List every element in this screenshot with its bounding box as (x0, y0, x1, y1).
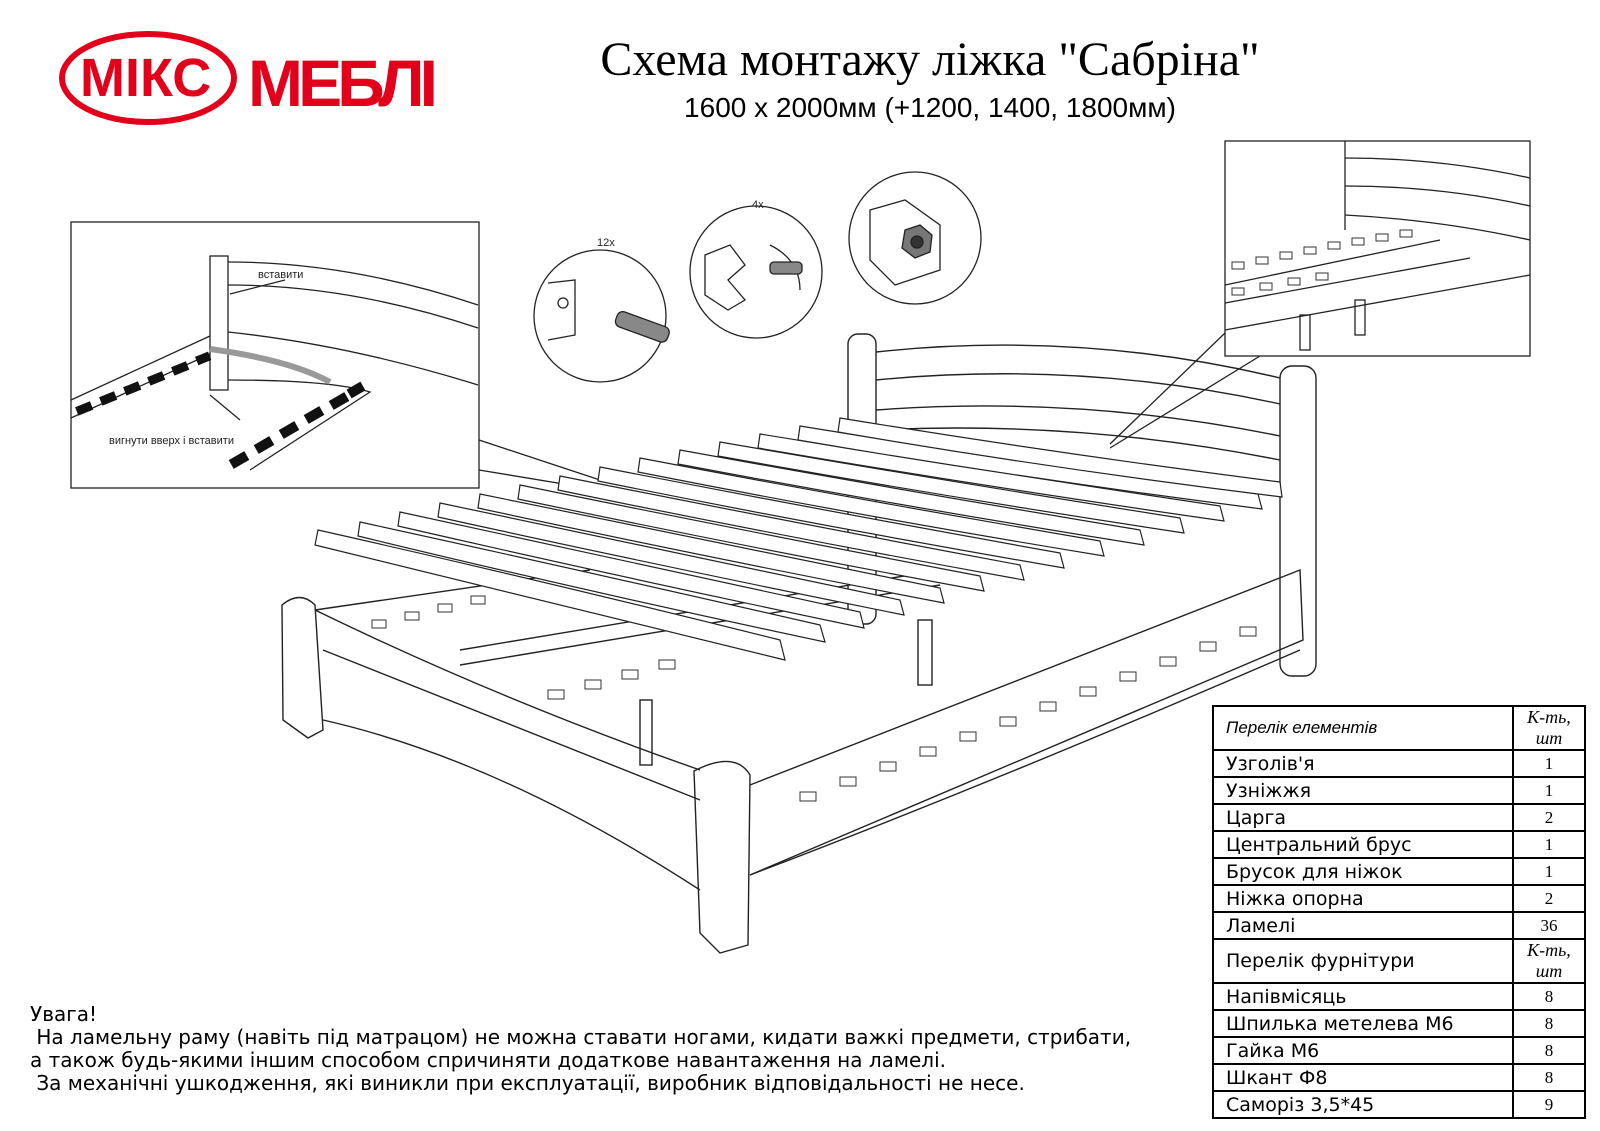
table-row (1213, 804, 1585, 831)
dowel-count: 12x (597, 237, 615, 249)
hardware-qty: 8 (1513, 1064, 1585, 1091)
hardware-qty-header: К-ть, шт (1513, 939, 1585, 983)
footboard-post-right (694, 761, 750, 953)
table-row (1213, 1037, 1585, 1064)
part-name: Узголів'я (1213, 750, 1513, 777)
warning-line-1: На ламельну раму (навіть під матрацом) не можна ставати ногами, кидати важкі предмети, стрибати, (30, 1025, 1132, 1049)
parts-table (1212, 705, 1586, 1119)
hardware-name: Шкант Ф8 (1213, 1064, 1513, 1091)
part-qty: 1 (1513, 750, 1585, 777)
footboard-post-left (282, 598, 323, 739)
hardware-name: Шпилька метелева М6 (1213, 1010, 1513, 1037)
hardware-qty: 8 (1513, 1010, 1585, 1037)
slat-insertion-detail (71, 222, 479, 488)
page-subtitle: 1600 х 2000мм (+1200, 1400, 1800мм) (684, 92, 1176, 123)
table-row (1213, 750, 1585, 777)
hardware-header: Перелік фурнітури (1213, 939, 1513, 983)
part-name: Узніжжя (1213, 777, 1513, 804)
part-qty: 1 (1513, 777, 1585, 804)
part-qty: 1 (1513, 858, 1585, 885)
part-qty: 2 (1513, 804, 1585, 831)
hardware-name: Саморіз 3,5*45 (1213, 1091, 1513, 1118)
table-row (1213, 983, 1585, 1010)
table-header-row (1213, 706, 1585, 750)
svg-text:МІКС: МІКС (80, 48, 212, 108)
part-name: Брусок для ніжок (1213, 858, 1513, 885)
hardware-qty: 8 (1513, 983, 1585, 1010)
part-qty: 2 (1513, 885, 1585, 912)
warning-notice (30, 1003, 1190, 1095)
warning-line-3: За механічні ушкодження, які виникли при експлуатації, виробник відповідальності не несе. (30, 1071, 1025, 1095)
headboard-post-right (1280, 366, 1316, 676)
part-name: Царга (1213, 804, 1513, 831)
warning-line-2: а також будь-якими іншим способом спричиняти додаткове навантаження на ламелі. (30, 1048, 946, 1072)
table-row (1213, 858, 1585, 885)
table-row (1213, 1091, 1585, 1118)
hardware-name: Гайка М6 (1213, 1037, 1513, 1064)
svg-text:МЕБЛІ: МЕБЛІ (248, 46, 438, 120)
part-name: Ніжка опорна (1213, 885, 1513, 912)
hardware-qty: 9 (1513, 1091, 1585, 1118)
hardware-name: Напівмісяць (1213, 983, 1513, 1010)
part-qty: 1 (1513, 831, 1585, 858)
table-row (1213, 1064, 1585, 1091)
hardware-header-row (1213, 939, 1585, 983)
part-name: Ламелі (1213, 912, 1513, 939)
part-qty: 36 (1513, 912, 1585, 939)
table-row (1213, 777, 1585, 804)
table-row (1213, 831, 1585, 858)
dowel-detail (534, 250, 666, 382)
elements-header: Перелік елементів (1213, 706, 1513, 750)
table-row (1213, 885, 1585, 912)
qty-header: К-ть, шт (1513, 706, 1585, 750)
warning-title: Увага! (30, 1002, 98, 1026)
bend-insert-label: вигнути вверх і вставити (109, 435, 234, 447)
hardware-qty: 8 (1513, 1037, 1585, 1064)
part-name: Центральний брус (1213, 831, 1513, 858)
table-row (1213, 912, 1585, 939)
page-title: Схема монтажу ліжка "Сабріна" (600, 33, 1260, 86)
table-row (1213, 1010, 1585, 1037)
bolt-count: 4x (752, 199, 764, 211)
side-rail-detail (1225, 141, 1530, 356)
insert-label: вставити (258, 269, 304, 281)
